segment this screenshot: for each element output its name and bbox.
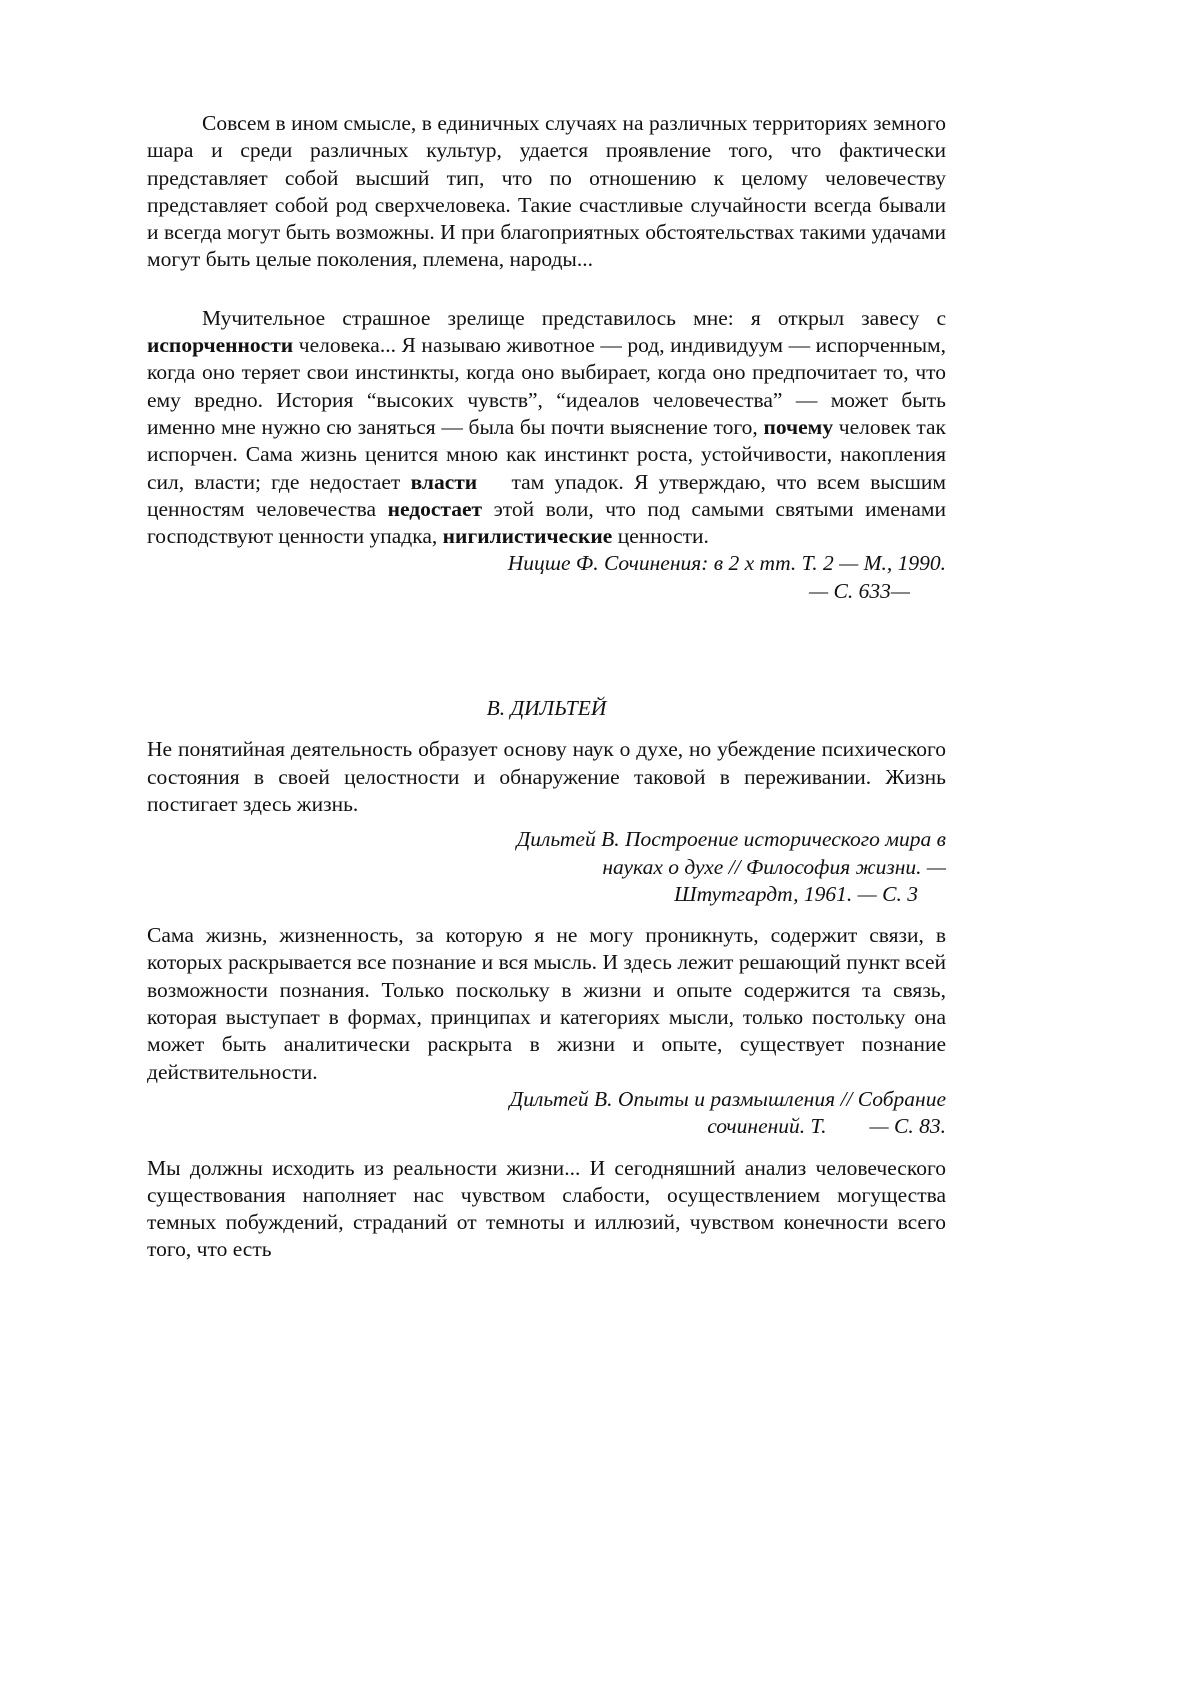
bold-term-why: почему <box>763 414 834 439</box>
bold-term-power: власти <box>410 469 478 494</box>
nietzsche-paragraph-1: Совсем в ином смысле, в единичных случаях на различных территориях земного шара и среди различных культур, удается проявление того, что фактически представляет собой высший тип, что по отношению к целому человечеству представляет собой род сверхчеловека. Такие счастливые случайности всегда бывали и всегда могут быть возможны. И при благоприятных обстоятельствах такими удачами могут быть целые поколения, племена, народы... <box>147 111 946 272</box>
dilthey-citation-2 <box>147 1086 946 1141</box>
section-heading-dilthey: В. ДИЛЬТЕЙ <box>486 696 607 721</box>
bold-term-nihilistic: нигилистические <box>442 524 613 549</box>
citation-line: сочинений. Т. — С. 83. <box>707 1114 946 1139</box>
text-run: ценности. <box>612 524 709 549</box>
citation-line: Дильтей В. Опыты и размышления // Собрание <box>509 1086 946 1111</box>
nietzsche-paragraph-2 <box>147 305 946 551</box>
text-run: этой воли, что под самыми святыми именами господствуют ценности упадка, <box>147 496 946 549</box>
dilthey-paragraph-1: Не понятийная деятельность образует основу наук о духе, но убеждение психического состояния в своей целостности и обнаружение таковой в переживании. Жизнь постигает здесь жизнь. <box>147 737 946 816</box>
text-run: человека... Я называю животное — род, индивидуум — испорченным, когда оно теряет свои инстинкты, когда оно выбирает, когда оно предпочитает то, что ему вредно. История “высоких чувств”, “идеалов человечества” — может быть именно мне нужно сю заняться — была бы почти выяснение того, <box>147 333 946 439</box>
bold-term-corruption: испорченности <box>147 333 294 358</box>
text-run: там упадок. Я утверждаю, что всем высшим ценностям человечества <box>147 469 946 521</box>
bold-term-lacks: недостает <box>387 496 483 521</box>
text-run: Мучительное страшное зрелище представилось мне: я открыл завесу с <box>202 305 946 330</box>
citation-line: Штутгардт, 1961. — С. 3 <box>674 881 918 906</box>
citation-line: науках о духе // Философия жизни. — <box>602 854 946 879</box>
citation-line: Дильтей В. Построение исторического мира в <box>516 827 946 852</box>
text-run: человек так испорчен. Сама жизнь ценится мною как инстинкт роста, устойчивости, накопления сил, власти; где недостает <box>147 414 946 494</box>
citation-line: Ницше Ф. Сочинения: в 2 х тт. Т. 2 — М., 1990. <box>507 551 946 576</box>
citation-line: — С. 633— <box>809 578 910 603</box>
dilthey-paragraph-3: Мы должны исходить из реальности жизни... И сегодняшний анализ человеческого существования наполняет нас чувством слабости, осуществлением могущества темных побуждений, страданий от темноты и иллюзий, чувством конечности всего того, что есть <box>147 1155 946 1262</box>
document-page <box>147 110 946 1264</box>
dilthey-paragraph-2: Сама жизнь, жизненность, за которую я не могу проникнуть, содержит связи, в которых раскрывается все познание и вся мысль. И здесь лежит решающий пункт всей возможности познания. Только поскольку в жизни и опыте содержится та связь, которая выступает в формах, принципах и категориях мысли, только постольку она может быть аналитически раскрыта в жизни и опыте, существует познание действительности. <box>147 923 946 1084</box>
dilthey-citation-1 <box>147 826 946 908</box>
nietzsche-citation <box>147 550 946 605</box>
